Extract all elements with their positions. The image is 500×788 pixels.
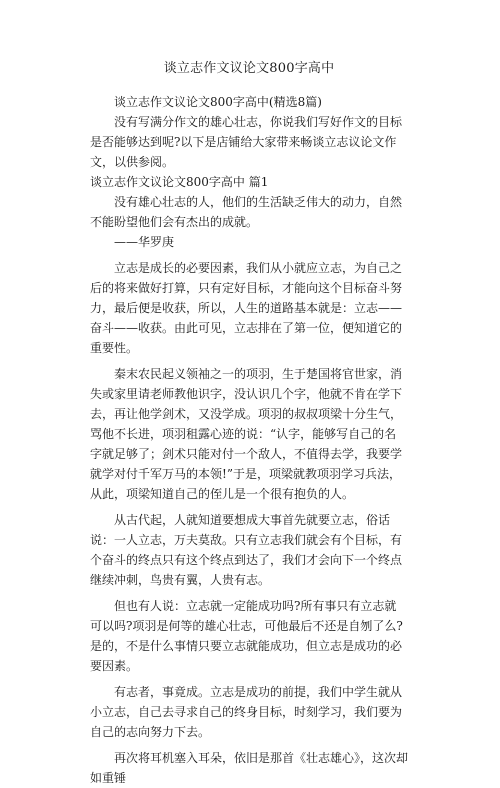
- paragraph-body: 从古代起，人就知道要想成大事首先就要立志，俗话说：一人立志，万夫莫敌。只有立志我们就会有个目标，有个奋斗的终点只有这个终点到达了，我们才会向下一个终点继续冲刺，鸟贵有翼，人贵有志。: [90, 513, 403, 587]
- paragraph-body: 秦末农民起义领袖之一的项羽，生于楚国将官世家，消失或家里请老师教他识字，没认识几个字，他就不肯在学下去，再让他学剑术，又没学成。项羽的叔叔项梁十分生气，骂他不长进，项羽租露心迹的说：“认字，能够写自己的名字就足够了；剑术只能对付一个敌人，不值得去学，我要学就学对付千军万马的本领!”于是，项梁就教项羽学习兵法，从此，项梁知道自己的侄儿是一个很有抱负的人。: [90, 367, 403, 501]
- paragraph-body: 有志者，事竟成。立志是成功的前提，我们中学生就从小立志，自己去寻求自己的终身目标，时刻学习，我们要为自己的志向努力下去。: [90, 685, 403, 739]
- paragraph-body: 但也有人说：立志就一定能成功吗?所有事只有立志就可以吗?项羽是何等的雄心壮志，可他最后不还是自刎了么?是的，不是什么事情只要立志就能成功，但立志是成功的必要因素。: [90, 599, 403, 673]
- quote-attribution: ——华罗庚: [114, 235, 175, 249]
- paragraph-body: 立志是成长的必要因素，我们从小就应立志，为自己之后的将来做好打算，只有定好目标，才能向这个目标奋斗努力，最后便是收获，所以，人生的道路基本就是：立志——奋斗——收获。由此可见，立志排在了第一位，便知道它的重要性。: [90, 261, 403, 355]
- paragraph-subtitle: 谈立志作文议论文800字高中(精选8篇): [114, 95, 322, 109]
- paragraph-body: 再次将耳机塞入耳朵，依旧是那首《壮志雄心》，这次却如重锤: [90, 751, 409, 785]
- paragraph-intro: 没有写满分作文的雄心壮志，你说我们写好作文的目标是否能够达到呢?以下是店铺给大家带来畅谈立志议论文作文，以供参阅。: [90, 115, 403, 169]
- section-heading: 谈立志作文议论文800字高中 篇1: [90, 175, 269, 189]
- paragraph-quote: 没有雄心壮志的人，他们的生活缺乏伟大的动力，自然不能盼望他们会有杰出的成就。: [90, 195, 403, 229]
- document-title: 谈立志作文议论文800字高中: [163, 61, 335, 76]
